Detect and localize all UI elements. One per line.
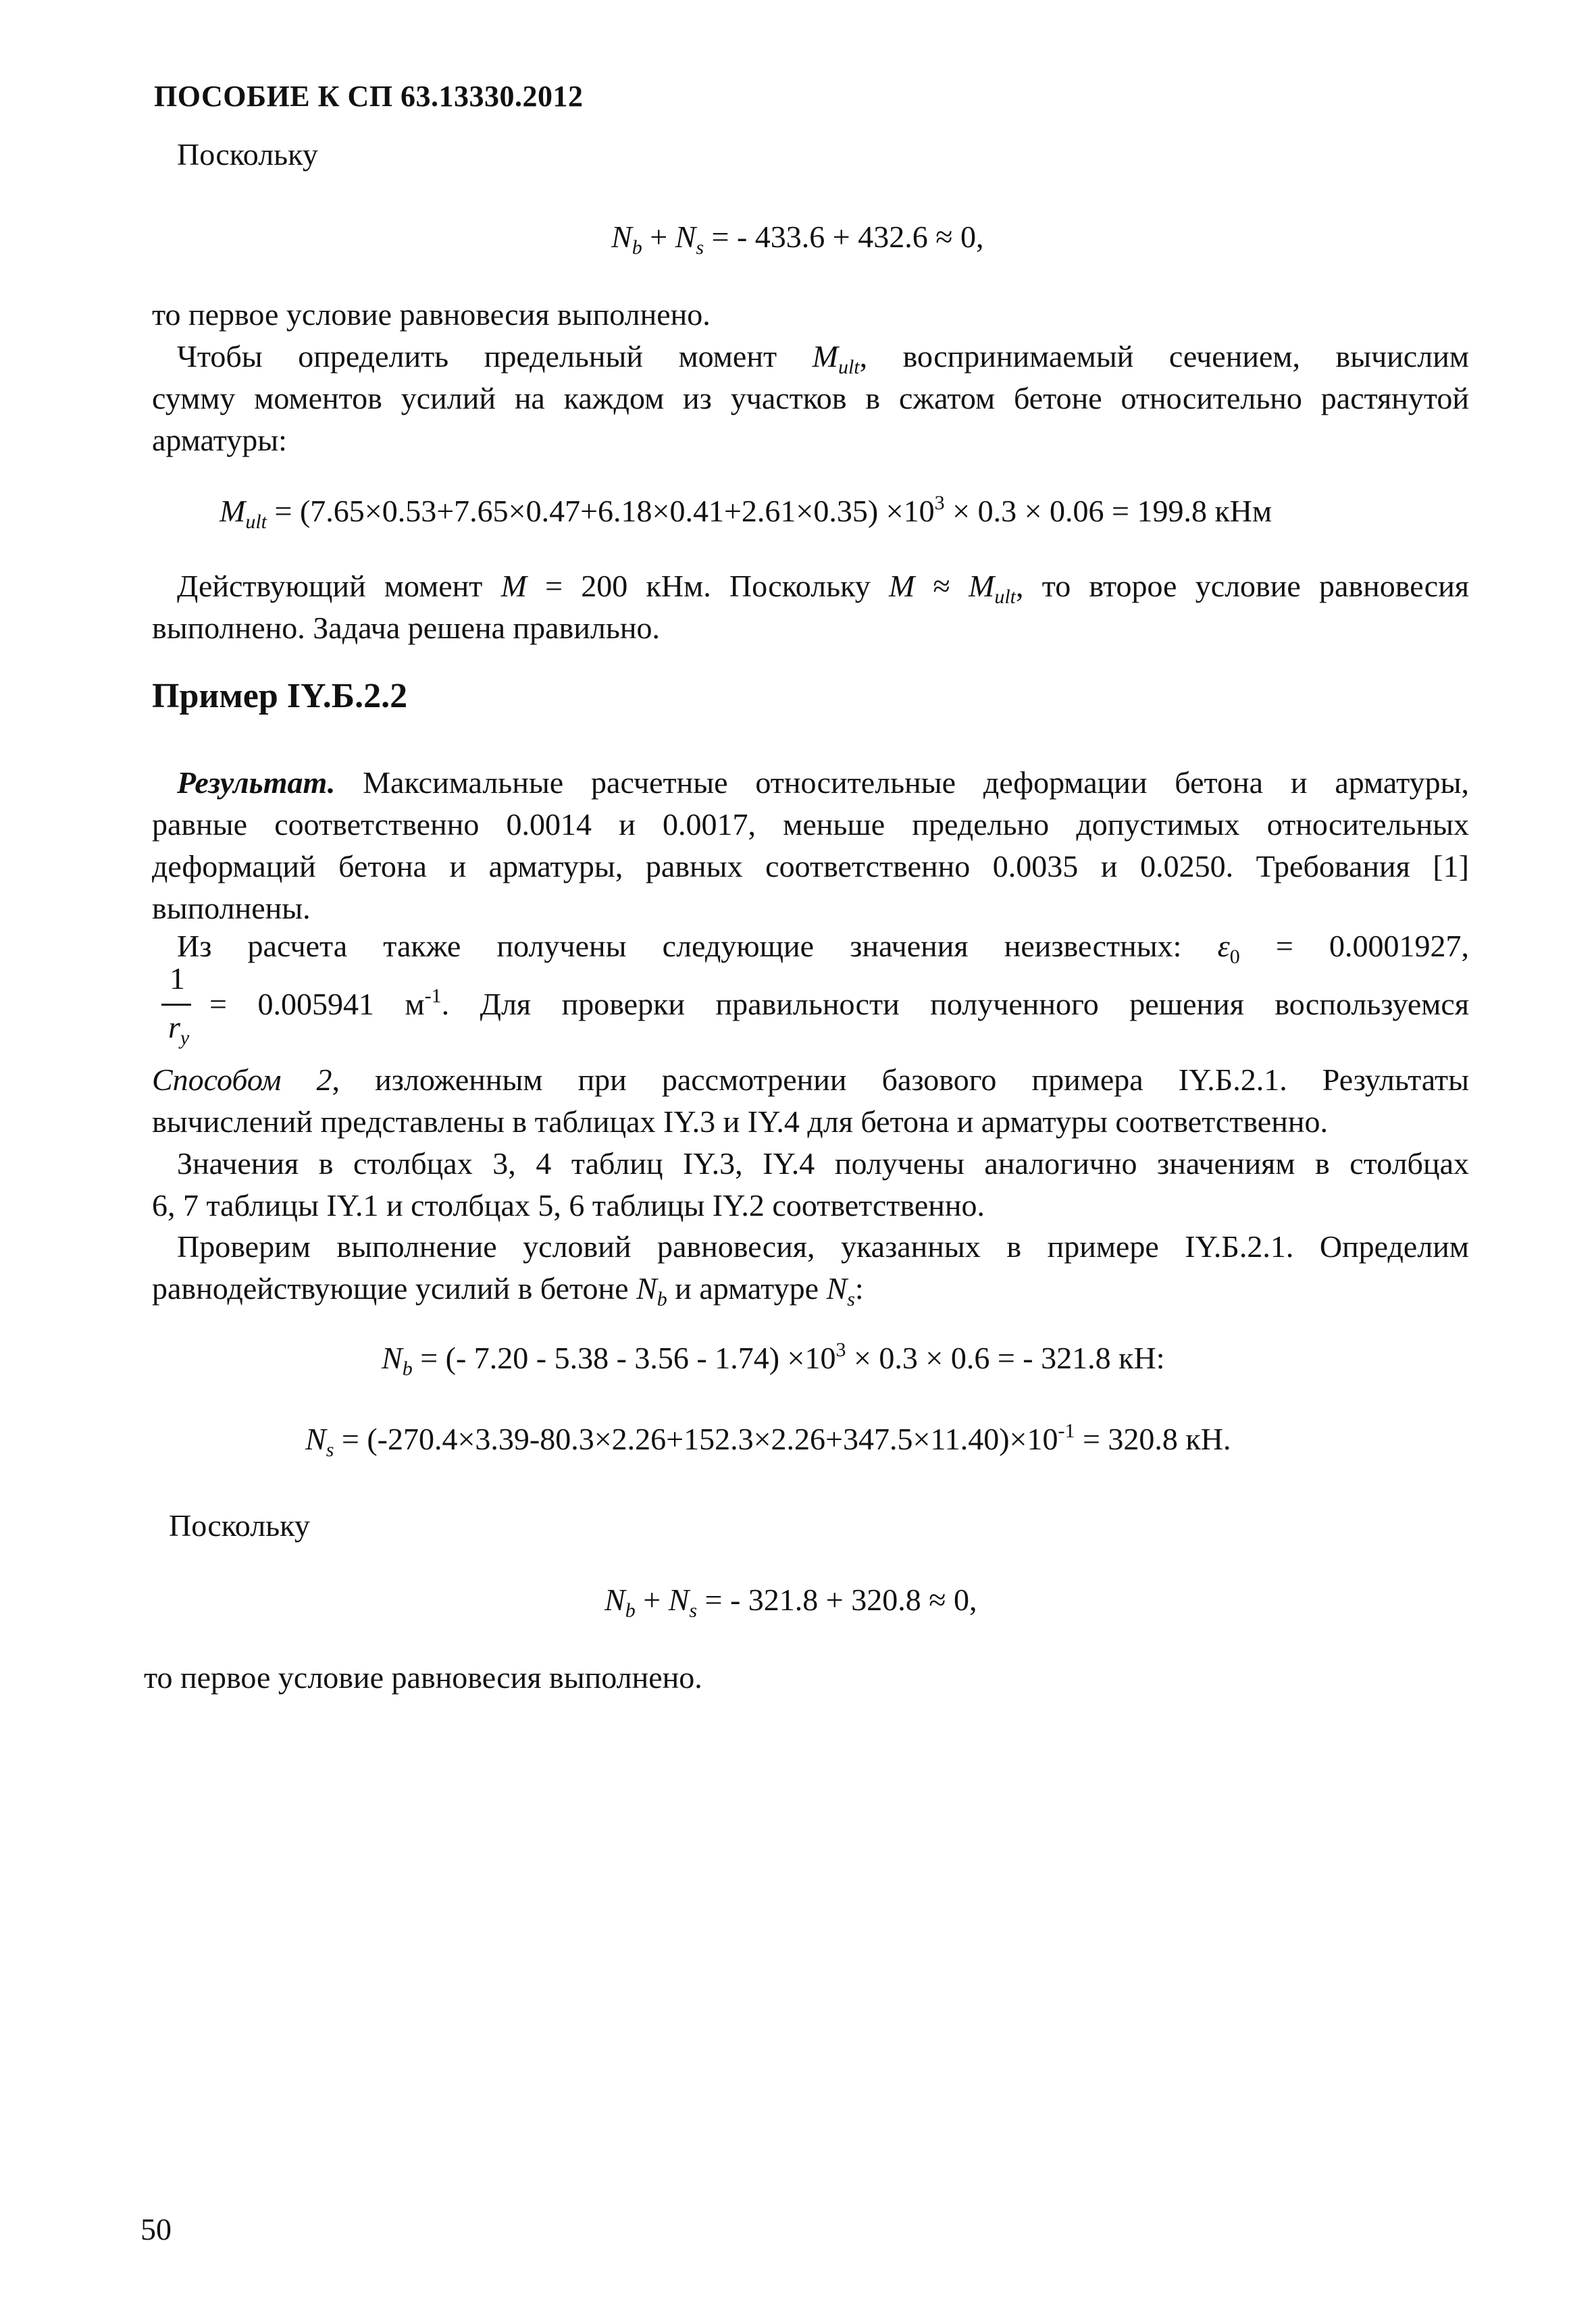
paragraph-text: то первое условие равновесия выполнено.: [152, 297, 711, 332]
paragraph-unknowns-cont: [209, 983, 1469, 1025]
fraction-denominator: $r_y$: [168, 1010, 190, 1049]
paragraph-text: Поскольку: [169, 1508, 310, 1543]
formula-equilibrium-2: $N_b + N_s$ = - 321.8 + 320.8 ≈ 0,: [604, 1583, 977, 1622]
text-line: деформаций бетона и арматуры, равных соответственно 0.0035 и 0.0250. Требования [1]: [152, 849, 1469, 883]
text-line: Чтобы определить предельный момент $M_{ult}$, воспринимаемый сечением, вычислим: [177, 339, 1469, 378]
text-line: 6, 7 таблицы IY.1 и столбцах 5, 6 таблицы IY.2 соответственно.: [152, 1188, 985, 1223]
text-line: = 0.005941 $м^{-1}$. Для проверки правильности полученного решения воспользуемся: [209, 985, 1469, 1021]
text-line: сумму моментов усилий на каждом из участков в сжатом бетоне относительно растянутой: [152, 381, 1469, 415]
running-header: ПОСОБИЕ К СП 63.13330.2012: [154, 80, 584, 113]
text-line: Действующий момент M = 200 кНм. Поскольку $M \approx M_{ult}$, то второе условие равновесия: [177, 569, 1469, 608]
paragraph-text: Поскольку: [177, 137, 318, 172]
text-line: Значения в столбцах 3, 4 таблиц IY.3, IY.4 получены аналогично значениям в столбцах: [177, 1146, 1469, 1181]
text-line: вычислений представлены в таблицах IY.3 и IY.4 для бетона и арматуры соответственно.: [152, 1104, 1328, 1139]
formula-concrete-force: $N_b$ = (- $7.20 - 5.38 - 3.56 - 1.74) \times 10^3 \times 0.3 \times 0.6$ = - 321.8 кН:: [382, 1339, 1165, 1380]
paragraph-text: то первое условие равновесия выполнено.: [144, 1660, 702, 1695]
fraction-one-over-ry: [152, 958, 213, 1059]
paragraph-method: [152, 1059, 1469, 1143]
section-title: Пример IY.Б.2.2: [152, 677, 408, 715]
text-line: Из расчета также получены следующие значения неизвестных: $\varepsilon_0 = 0.0001927$,: [177, 929, 1470, 968]
text-line: Проверим выполнение условий равновесия, указанных в примере IY.Б.2.1. Определим: [177, 1229, 1469, 1264]
text-line: Результат. Максимальные расчетные относительные деформации бетона и арматуры,: [177, 765, 1469, 800]
text-line: равные соответственно 0.0014 и 0.0017, меньше предельно допустимых относительных: [152, 807, 1469, 842]
paragraph-check-moment: [152, 565, 1469, 649]
text-line: Способом 2, изложенным при рассмотрении базового примера IY.Б.2.1. Результаты: [152, 1062, 1469, 1097]
fraction-numerator: 1: [170, 961, 185, 996]
formula-equilibrium-1: $N_b + N_s$ = - 433.6 + 432.6 ≈ 0,: [611, 220, 984, 259]
formula-ultimate-moment: $M_{ult} = (7.65\times 0.53+7.65\times 0.47+6.18\times 0.41+2.61\times 0.35) \times 10^3 \times 0.3 \times 0.06 = 199.8$ кНм: [220, 492, 1272, 533]
text-line: выполнено. Задача решена правильно.: [152, 611, 660, 645]
paragraph-verify: [152, 1226, 1469, 1310]
paragraph-columns: [152, 1143, 1469, 1227]
paragraph-result: [152, 762, 1469, 929]
text-line: выполнены.: [152, 891, 311, 925]
paragraph-unknowns: [152, 925, 1469, 967]
page-number: 50: [140, 2212, 172, 2246]
text-line: равнодействующие усилий в бетоне $N_b$ и арматуре $N_s$:: [152, 1271, 864, 1310]
formula-rebar-force: $N_s = (-270.4\times 3.39-80.3\times 2.26+152.3\times 2.26+347.5\times 11.40)\times 10^{-1} = 320.8$ кН.: [305, 1420, 1231, 1461]
paragraph-moment: [152, 336, 1469, 461]
fraction-bar: [161, 1004, 191, 1006]
text-line: арматуры:: [152, 423, 287, 457]
